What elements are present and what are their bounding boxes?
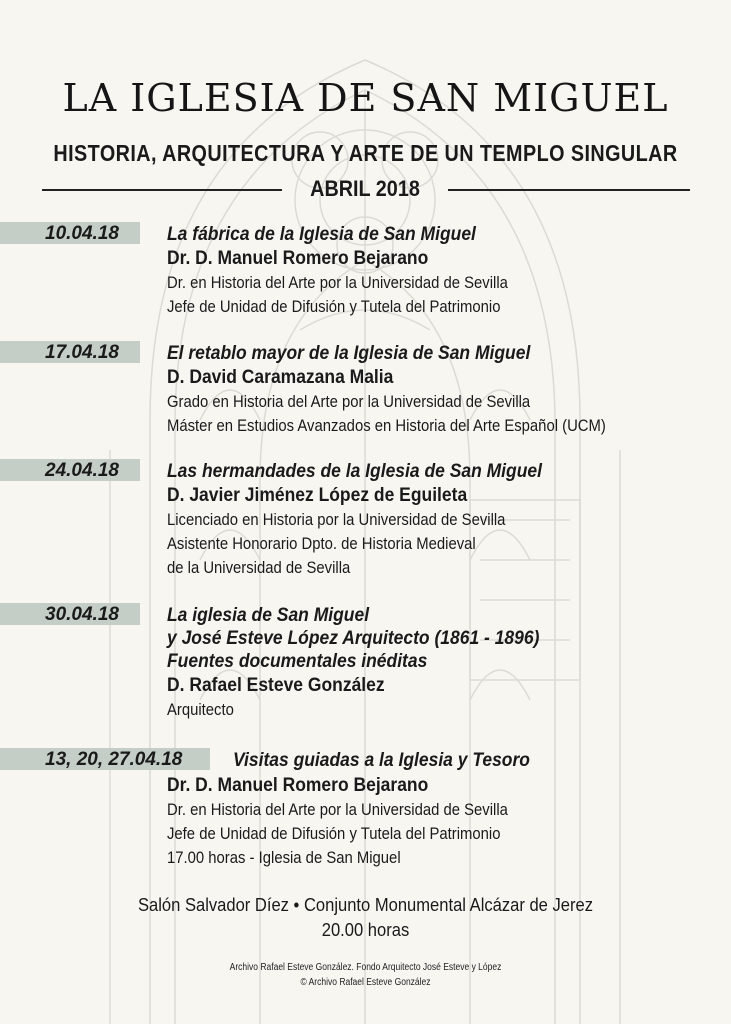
divider-right (448, 189, 690, 191)
event-details (167, 460, 727, 580)
event-speaker: D. Javier Jiménez López de Eguileta (167, 485, 468, 506)
event-title: Las hermandades de la Iglesia de San Miguel (167, 461, 542, 482)
event-title: El retablo mayor de la Iglesia de San Miguel (167, 343, 531, 364)
speaker-credential: de la Universidad de Sevilla (167, 559, 351, 577)
event-date: 10.04.18 (45, 223, 119, 244)
event-details (233, 749, 723, 772)
poster-subtitle: HISTORIA, ARQUITECTURA Y ARTE DE UN TEMPLO SINGULAR (53, 140, 678, 166)
event-speaker: Dr. D. Manuel Romero Bejarano (167, 248, 429, 269)
event-date: 17.04.18 (45, 342, 119, 363)
event-date: 30.04.18 (45, 604, 119, 625)
month-header (0, 176, 731, 206)
image-credits (0, 960, 731, 990)
speaker-credential: Jefe de Unidad de Difusión y Tutela del Patrimonio (167, 825, 501, 843)
event-speaker: Dr. D. Manuel Romero Bejarano (167, 775, 429, 796)
event-title: Visitas guiadas a la Iglesia y Tesoro (233, 750, 530, 771)
event-speaker: D. Rafael Esteve González (167, 675, 385, 696)
speaker-credential: Dr. en Historia del Arte por la Universidad de Sevilla (167, 801, 508, 819)
speaker-credential: Asistente Honorario Dpto. de Historia Medieval (167, 535, 476, 553)
event-title: Fuentes documentales inéditas (167, 651, 428, 672)
event-title: La fábrica de la Iglesia de San Miguel (167, 224, 476, 245)
event-details (167, 604, 727, 722)
event-date: 13, 20, 27.04.18 (45, 749, 183, 770)
copyright-line: © Archivo Rafael Esteve González (300, 977, 431, 988)
venue-info (0, 893, 731, 943)
speaker-credential: Licenciado en Historia por la Universidad de Sevilla (167, 511, 506, 529)
venue-location: Salón Salvador Díez • Conjunto Monumental Alcázar de Jerez (137, 895, 593, 915)
event-details (167, 342, 727, 438)
visit-time-location: 17.00 horas - Iglesia de San Miguel (167, 849, 401, 867)
event-details (167, 223, 727, 319)
speaker-credential: Dr. en Historia del Arte por la Universidad de Sevilla (167, 274, 508, 292)
event-title: La iglesia de San Miguel (167, 605, 370, 626)
speaker-credential: Grado en Historia del Arte por la Universidad de Sevilla (167, 393, 531, 411)
divider-left (42, 189, 282, 191)
event-details-extra (167, 773, 727, 870)
month-label: ABRIL 2018 (310, 176, 420, 201)
event-speaker: D. David Caramazana Malia (167, 367, 394, 388)
event-date: 24.04.18 (45, 460, 119, 481)
event-title: y José Esteve López Arquitecto (1861 - 1896) (167, 628, 540, 649)
poster-title: LA IGLESIA DE SAN MIGUEL (62, 76, 669, 120)
credit-line: Archivo Rafael Esteve González. Fondo Arquitecto José Esteve y López (229, 962, 502, 973)
speaker-credential: Jefe de Unidad de Difusión y Tutela del Patrimonio (167, 298, 501, 316)
speaker-credential: Máster en Estudios Avanzados en Historia del Arte Español (UCM) (167, 417, 606, 435)
speaker-credential: Arquitecto (167, 701, 234, 719)
venue-time: 20.00 horas (321, 920, 410, 940)
